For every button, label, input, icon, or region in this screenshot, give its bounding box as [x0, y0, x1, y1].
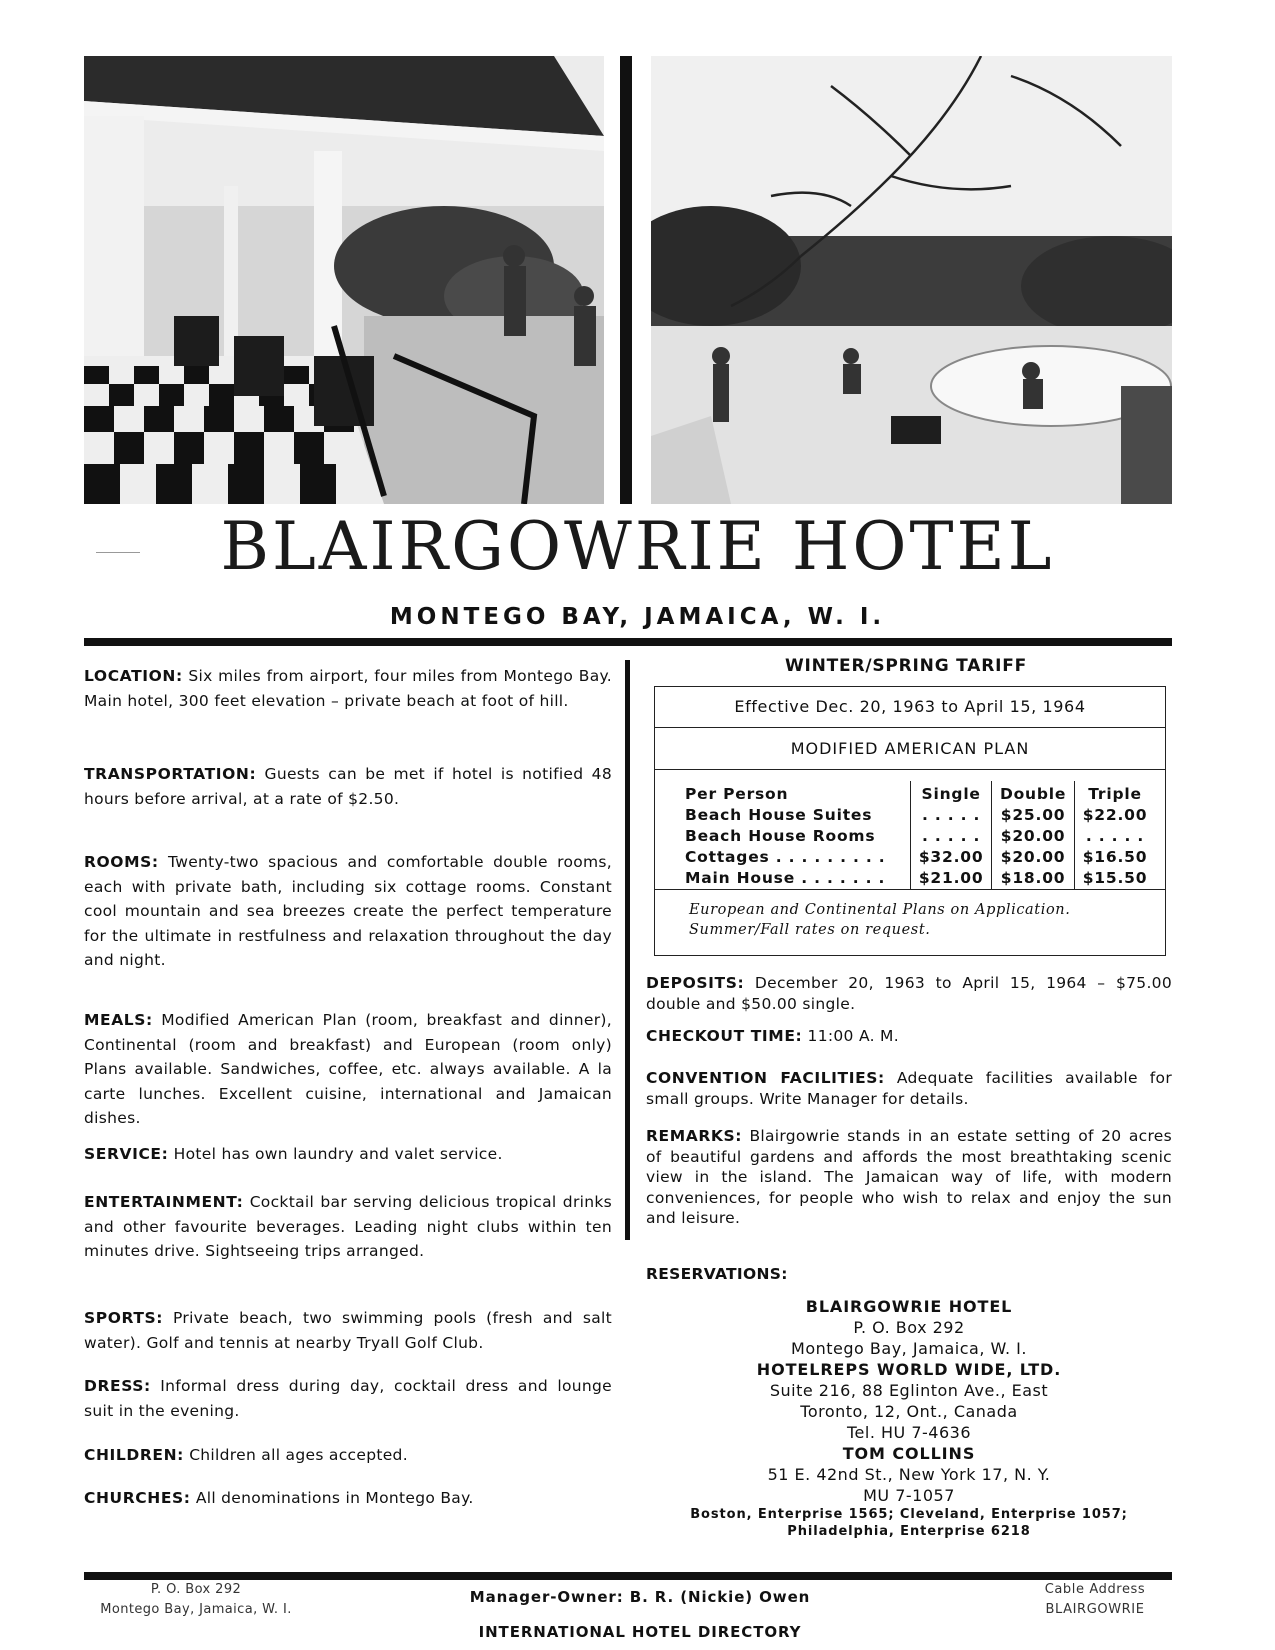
rate-row	[685, 826, 1155, 847]
footer-address-line: P. O. Box 292	[150, 1582, 242, 1597]
rate-cell: Beach House Suites	[685, 806, 873, 824]
reservation-contact-phone: MU 7-1057	[863, 1486, 955, 1505]
rate-col-double: Double	[992, 781, 1075, 805]
location-paragraph	[84, 664, 612, 713]
rate-row	[685, 868, 1155, 889]
rooms-label: ROOMS:	[84, 853, 159, 871]
tariff-separator	[655, 769, 1165, 770]
convention-text: Adequate facilities available for small groups. Write Manager for details.	[646, 1069, 1173, 1108]
reservation-offices: Philadelphia, Enterprise 6218	[787, 1524, 1031, 1539]
sports-label: SPORTS:	[84, 1309, 164, 1327]
reservation-hotel-name: BLAIRGOWRIE HOTEL	[805, 1297, 1013, 1316]
children-paragraph	[84, 1443, 612, 1468]
pool-garden-photo-image	[651, 56, 1172, 504]
convention-label: CONVENTION FACILITIES:	[646, 1069, 885, 1087]
footer-cable-line: BLAIRGOWRIE	[1045, 1602, 1145, 1617]
service-label: SERVICE:	[84, 1145, 169, 1163]
rate-cell: Beach House Rooms	[685, 827, 876, 845]
rate-cell: $18.00	[992, 868, 1075, 889]
checkout-text: 11:00 A. M.	[807, 1027, 899, 1045]
rate-col-per-person: Per Person	[685, 785, 789, 803]
reservation-offices: Boston, Enterprise 1565; Cleveland, Enterprise 1057;	[690, 1507, 1128, 1522]
rate-cell: $20.00	[992, 826, 1075, 847]
reservation-rep-address: Toronto, 12, Ont., Canada	[800, 1402, 1018, 1421]
veranda-photo-image	[84, 56, 604, 504]
rate-cell: $20.00	[992, 847, 1075, 868]
meals-paragraph	[84, 1008, 612, 1131]
rate-col-triple: Triple	[1075, 781, 1156, 805]
footer-cable-line: Cable Address	[1044, 1582, 1146, 1597]
deposits-label: DEPOSITS:	[646, 974, 745, 992]
reservations-contacts	[646, 1296, 1172, 1540]
reservations-label: RESERVATIONS:	[646, 1265, 788, 1283]
rate-table-header-row	[685, 781, 1155, 805]
footer-address-line: Montego Bay, Jamaica, W. I.	[100, 1602, 292, 1617]
reservation-rep-name: HOTELREPS WORLD WIDE, LTD.	[756, 1360, 1062, 1379]
churches-text: All denominations in Montego Bay.	[195, 1489, 474, 1507]
rate-cell: $15.50	[1075, 868, 1156, 889]
meals-text: Modified American Plan (room, breakfast and dinner), Continental (room and breakfast) and European (room only) Plans available. Sandwiches, coffee, etc. always available. A la carte lunches. Excellent cuisine, international and Jamaican dishes.	[84, 1011, 612, 1127]
transportation-label: TRANSPORTATION:	[84, 765, 257, 783]
top-rule	[84, 638, 1172, 646]
tariff-separator	[655, 889, 1165, 890]
rate-row	[685, 847, 1155, 868]
checkout-paragraph	[646, 1026, 1172, 1047]
veranda-photo	[84, 56, 604, 504]
bottom-rule	[84, 1572, 1172, 1580]
tariff-separator	[655, 727, 1165, 728]
tariff-note	[689, 900, 1149, 940]
reservation-contact-address: 51 E. 42nd St., New York 17, N. Y.	[767, 1465, 1051, 1484]
remarks-text: Blairgowrie stands in an estate setting of 20 acres of beautiful gardens and affords the most breathtaking scenic view in the island. The Jamaican way of life, with modern conveniences, for people who wish to relax and enjoy the sun and leisure.	[646, 1127, 1172, 1227]
service-paragraph	[84, 1142, 612, 1167]
rate-col-single: Single	[911, 781, 992, 805]
tariff-box	[654, 686, 1166, 956]
hotel-title: BLAIRGOWRIE HOTEL	[220, 508, 1055, 585]
rate-cell: $16.50	[1075, 847, 1156, 868]
hotel-location-subtitle: MONTEGO BAY, JAMAICA, W. I.	[389, 604, 886, 630]
rooms-text: Twenty-two spacious and comfortable double rooms, each with private bath, including six cottage rooms. Constant cool mountain and sea breezes create the perfect temperature for the ultimate in restfulness and relaxation throughout the day and night.	[84, 853, 613, 969]
rate-cell: $25.00	[992, 805, 1075, 826]
rate-cell: Cottages . . . . . . . . .	[685, 848, 886, 866]
service-text: Hotel has own laundry and valet service.	[173, 1145, 503, 1163]
footer-center	[420, 1588, 860, 1650]
column-divider	[625, 660, 630, 1240]
footer-manager: Manager-Owner: B. R. (Nickie) Owen	[469, 1588, 811, 1606]
sports-paragraph	[84, 1306, 612, 1355]
sports-text: Private beach, two swimming pools (fresh and salt water). Golf and tennis at nearby Tryall Golf Club.	[84, 1309, 612, 1352]
convention-paragraph	[646, 1068, 1172, 1109]
entertainment-label: ENTERTAINMENT:	[84, 1193, 244, 1211]
tariff-note-line: Summer/Fall rates on request.	[689, 922, 931, 938]
remarks-paragraph	[646, 1126, 1172, 1229]
reservation-hotel-address: P. O. Box 292	[853, 1318, 965, 1337]
transportation-paragraph	[84, 762, 612, 811]
rate-cell: Main House . . . . . . .	[685, 869, 886, 887]
rate-cell: . . . . .	[911, 826, 992, 847]
reservation-rep-address: Suite 216, 88 Eglinton Ave., East	[769, 1381, 1049, 1400]
rate-cell: $32.00	[911, 847, 992, 868]
footer-directory: INTERNATIONAL HOTEL DIRECTORY	[478, 1623, 802, 1641]
dress-paragraph	[84, 1374, 612, 1423]
tariff-heading: WINTER/SPRING TARIFF	[784, 656, 1028, 676]
reservation-rep-phone: Tel. HU 7-4636	[846, 1423, 971, 1442]
rate-table	[685, 781, 1155, 889]
transportation-text: Guests can be met if hotel is notified 48 hours before arrival, at a rate of $2.50.	[84, 765, 612, 808]
children-label: CHILDREN:	[84, 1446, 184, 1464]
rate-cell: . . . . .	[1075, 826, 1156, 847]
tariff-effective-dates: Effective Dec. 20, 1963 to April 15, 1964	[734, 697, 1086, 716]
reservation-hotel-address: Montego Bay, Jamaica, W. I.	[791, 1339, 1027, 1358]
rate-cell: $22.00	[1075, 805, 1156, 826]
rate-row	[685, 805, 1155, 826]
tariff-plan-name: MODIFIED AMERICAN PLAN	[790, 739, 1030, 758]
remarks-label: REMARKS:	[646, 1127, 743, 1145]
reservation-contact-name: TOM COLLINS	[842, 1444, 976, 1463]
rate-cell: $21.00	[911, 868, 992, 889]
dress-label: DRESS:	[84, 1377, 151, 1395]
meals-label: MEALS:	[84, 1011, 153, 1029]
location-text: Six miles from airport, four miles from Montego Bay. Main hotel, 300 feet elevation – private beach at foot of hill.	[84, 667, 612, 710]
rate-cell: . . . . .	[911, 805, 992, 826]
tariff-note-line: European and Continental Plans on Application.	[689, 902, 1071, 918]
footer-cable-address	[1020, 1580, 1170, 1620]
pool-garden-photo	[651, 56, 1172, 504]
checkout-label: CHECKOUT TIME:	[646, 1027, 803, 1045]
deposits-text: December 20, 1963 to April 15, 1964 – $75.00 double and $50.00 single.	[646, 974, 1172, 1013]
footer-address	[86, 1580, 306, 1620]
entertainment-text: Cocktail bar serving delicious tropical drinks and other favourite beverages. Leading night clubs within ten minutes drive. Sightseeing trips arranged.	[84, 1193, 612, 1260]
dress-text: Informal dress during day, cocktail dress and lounge suit in the evening.	[84, 1377, 612, 1420]
entertainment-paragraph	[84, 1190, 612, 1264]
churches-label: CHURCHES:	[84, 1489, 191, 1507]
churches-paragraph	[84, 1486, 612, 1511]
location-label: LOCATION:	[84, 667, 183, 685]
children-text: Children all ages accepted.	[189, 1446, 408, 1464]
photo-divider	[620, 56, 632, 504]
rooms-paragraph	[84, 850, 612, 973]
deposits-paragraph	[646, 973, 1172, 1014]
